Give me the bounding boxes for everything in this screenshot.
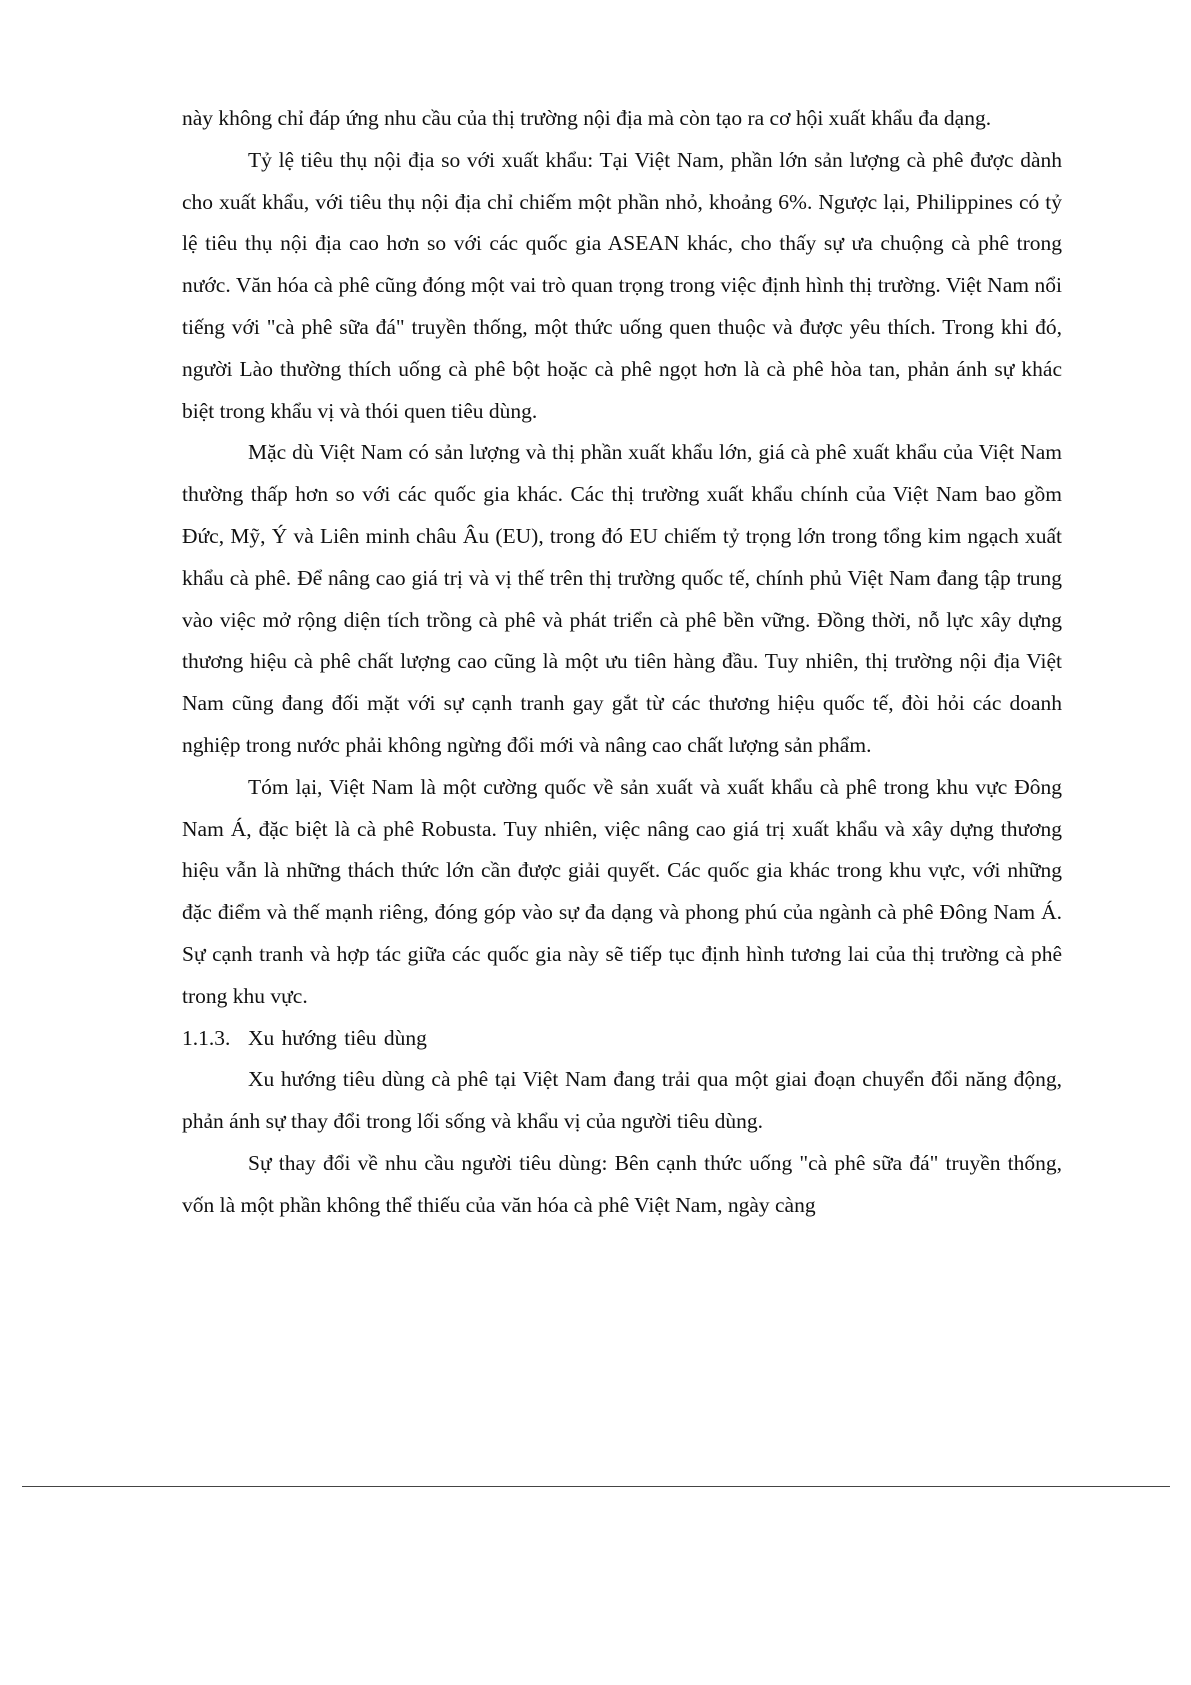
paragraph-trend-intro: Xu hướng tiêu dùng cà phê tại Việt Nam đang trải qua một giai đoạn chuyển đổi năng động, phản ánh sự thay đổi trong lối sống và khẩu vị của người tiêu dùng. [182, 1067, 1062, 1134]
section-title: Xu hướng tiêu dùng [248, 1025, 427, 1050]
section-heading [182, 1018, 1062, 1060]
paragraph-summary: Tóm lại, Việt Nam là một cường quốc về sản xuất và xuất khẩu cà phê trong khu vực Đông Nam Á, đặc biệt là cà phê Robusta. Tuy nhiên, việc nâng cao giá trị xuất khẩu và xây dựng thương hiệu vẫn là những thách thức lớn cần được giải quyết. Các quốc gia khác trong khu vực, với những đặc điểm và thế mạnh riêng, đóng góp vào sự đa dạng và phong phú của ngành cà phê Đông Nam Á. Sự cạnh tranh và hợp tác giữa các quốc gia này sẽ tiếp tục định hình tương lai của thị trường cà phê trong khu vực. [182, 774, 1062, 1008]
paragraph-continuation: này không chỉ đáp ứng nhu cầu của thị trường nội địa mà còn tạo ra cơ hội xuất khẩu đa dạng. [182, 106, 992, 130]
paragraph-demand-change: Sự thay đổi về nhu cầu người tiêu dùng: Bên cạnh thức uống "cà phê sữa đá" truyền thống, vốn là một phần không thể thiếu của văn hóa cà phê Việt Nam, ngày càng [182, 1150, 1062, 1217]
paragraph-consumption-ratio: Tỷ lệ tiêu thụ nội địa so với xuất khẩu: Tại Việt Nam, phần lớn sản lượng cà phê được dành cho xuất khẩu, với tiêu thụ nội địa chỉ chiếm một phần nhỏ, khoảng 6%. Ngược lại, Philippines có tỷ lệ tiêu thụ nội địa cao hơn so với các quốc gia ASEAN khác, cho thấy sự ưa chuộng cà phê trong nước. Văn hóa cà phê cũng đóng một vai trò quan trọng trong việc định hình thị trường. Việt Nam nổi tiếng với "cà phê sữa đá" truyền thống, một thức uống quen thuộc và được yêu thích. Trong khi đó, người Lào thường thích uống cà phê bột hoặc cà phê ngọt hơn là cà phê hòa tan, phản ánh sự khác biệt trong khẩu vị và thói quen tiêu dùng. [182, 147, 1062, 423]
document-body [182, 98, 1062, 1227]
section-number: 1.1.3. [182, 1025, 231, 1050]
footer-divider [22, 1486, 1170, 1487]
paragraph-export-price: Mặc dù Việt Nam có sản lượng và thị phần xuất khẩu lớn, giá cà phê xuất khẩu của Việt Nam thường thấp hơn so với các quốc gia khác. Các thị trường xuất khẩu chính của Việt Nam bao gồm Đức, Mỹ, Ý và Liên minh châu Âu (EU), trong đó EU chiếm tỷ trọng lớn trong tổng kim ngạch xuất khẩu cà phê. Để nâng cao giá trị và vị thế trên thị trường quốc tế, chính phủ Việt Nam đang tập trung vào việc mở rộng diện tích trồng cà phê và phát triển cà phê bền vững. Đồng thời, nỗ lực xây dựng thương hiệu cà phê chất lượng cao cũng là một ưu tiên hàng đầu. Tuy nhiên, thị trường nội địa Việt Nam cũng đang đối mặt với sự cạnh tranh gay gắt từ các thương hiệu quốc tế, đòi hỏi các doanh nghiệp trong nước phải không ngừng đổi mới và nâng cao chất lượng sản phẩm. [182, 440, 1062, 757]
